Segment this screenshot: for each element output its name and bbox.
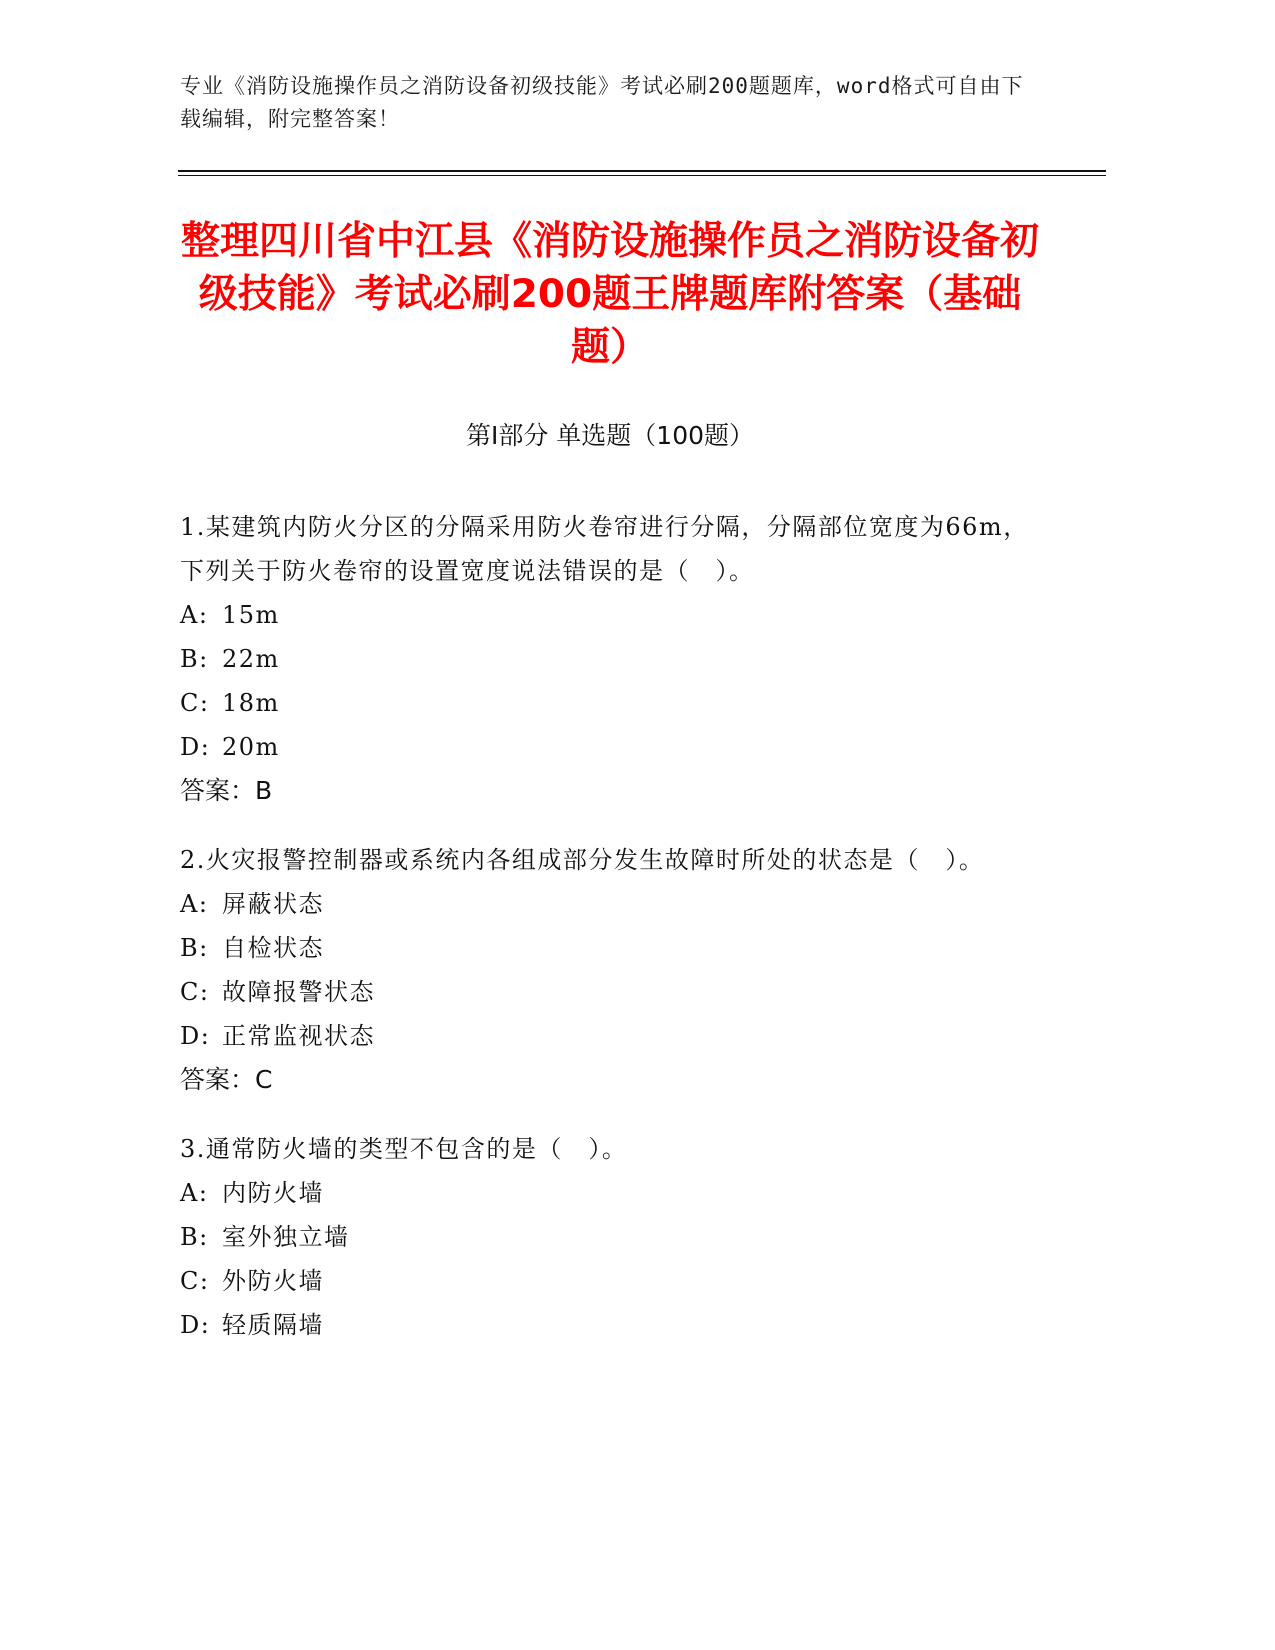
- option-c: [180, 1259, 1040, 1303]
- option-text: 屏蔽状态: [222, 890, 324, 918]
- option-text: 18m: [222, 689, 280, 717]
- option-key: D:: [180, 1311, 211, 1339]
- question-stem: 1.某建筑内防火分区的分隔采用防火卷帘进行分隔，分隔部位宽度为66m，下列关于防火卷帘的设置宽度说法错误的是（ ）。: [180, 513, 1029, 585]
- option-text: 自检状态: [222, 934, 324, 962]
- option-b: [180, 926, 1040, 970]
- question-stem: 2.火灾报警控制器或系统内各组成部分发生故障时所处的状态是（ ）。: [180, 846, 985, 874]
- header-divider-thick: [178, 170, 1106, 172]
- option-c: [180, 970, 1040, 1014]
- option-key: D:: [180, 733, 211, 761]
- option-key: B:: [180, 1223, 209, 1251]
- header-divider-thin: [178, 175, 1106, 176]
- question-2: [180, 838, 1040, 1102]
- option-key: C:: [180, 1267, 210, 1295]
- option-b: [180, 1215, 1040, 1259]
- option-text: 轻质隔墙: [222, 1311, 324, 1339]
- option-text: 22m: [222, 645, 280, 673]
- option-text: 20m: [222, 733, 280, 761]
- option-key: A:: [180, 601, 209, 629]
- document-title: 整理四川省中江县《消防设施操作员之消防设备初级技能》考试必刷200题王牌题库附答案（基础题）: [180, 219, 1039, 370]
- question-list: [180, 505, 1040, 1372]
- option-d: [180, 725, 1040, 769]
- option-a: [180, 593, 1040, 637]
- option-text: 外防火墙: [222, 1267, 324, 1295]
- option-text: 正常监视状态: [222, 1022, 375, 1050]
- option-key: B:: [180, 645, 209, 673]
- option-key: C:: [180, 689, 210, 717]
- option-text: 室外独立墙: [222, 1223, 350, 1251]
- option-key: D:: [180, 1022, 211, 1050]
- option-a: [180, 1171, 1040, 1215]
- question-stem: 3.通常防火墙的类型不包含的是（ ）。: [180, 1135, 628, 1163]
- option-key: A:: [180, 1179, 209, 1207]
- header-note: 专业《消防设施操作员之消防设备初级技能》考试必刷200题题库，word格式可自由下载编辑，附完整答案！: [180, 74, 1024, 131]
- answer-line: 答案：B: [180, 776, 273, 805]
- question-1: [180, 505, 1040, 813]
- option-key: B:: [180, 934, 209, 962]
- option-b: [180, 637, 1040, 681]
- option-a: [180, 882, 1040, 926]
- option-text: 内防火墙: [222, 1179, 324, 1207]
- answer-line: 答案：C: [180, 1065, 273, 1094]
- section-title: 第Ⅰ部分 单选题（100题）: [465, 421, 755, 450]
- option-text: 故障报警状态: [222, 978, 375, 1006]
- option-key: C:: [180, 978, 210, 1006]
- option-d: [180, 1303, 1040, 1347]
- option-text: 15m: [222, 601, 280, 629]
- option-c: [180, 681, 1040, 725]
- option-key: A:: [180, 890, 209, 918]
- question-3: [180, 1127, 1040, 1347]
- option-d: [180, 1014, 1040, 1058]
